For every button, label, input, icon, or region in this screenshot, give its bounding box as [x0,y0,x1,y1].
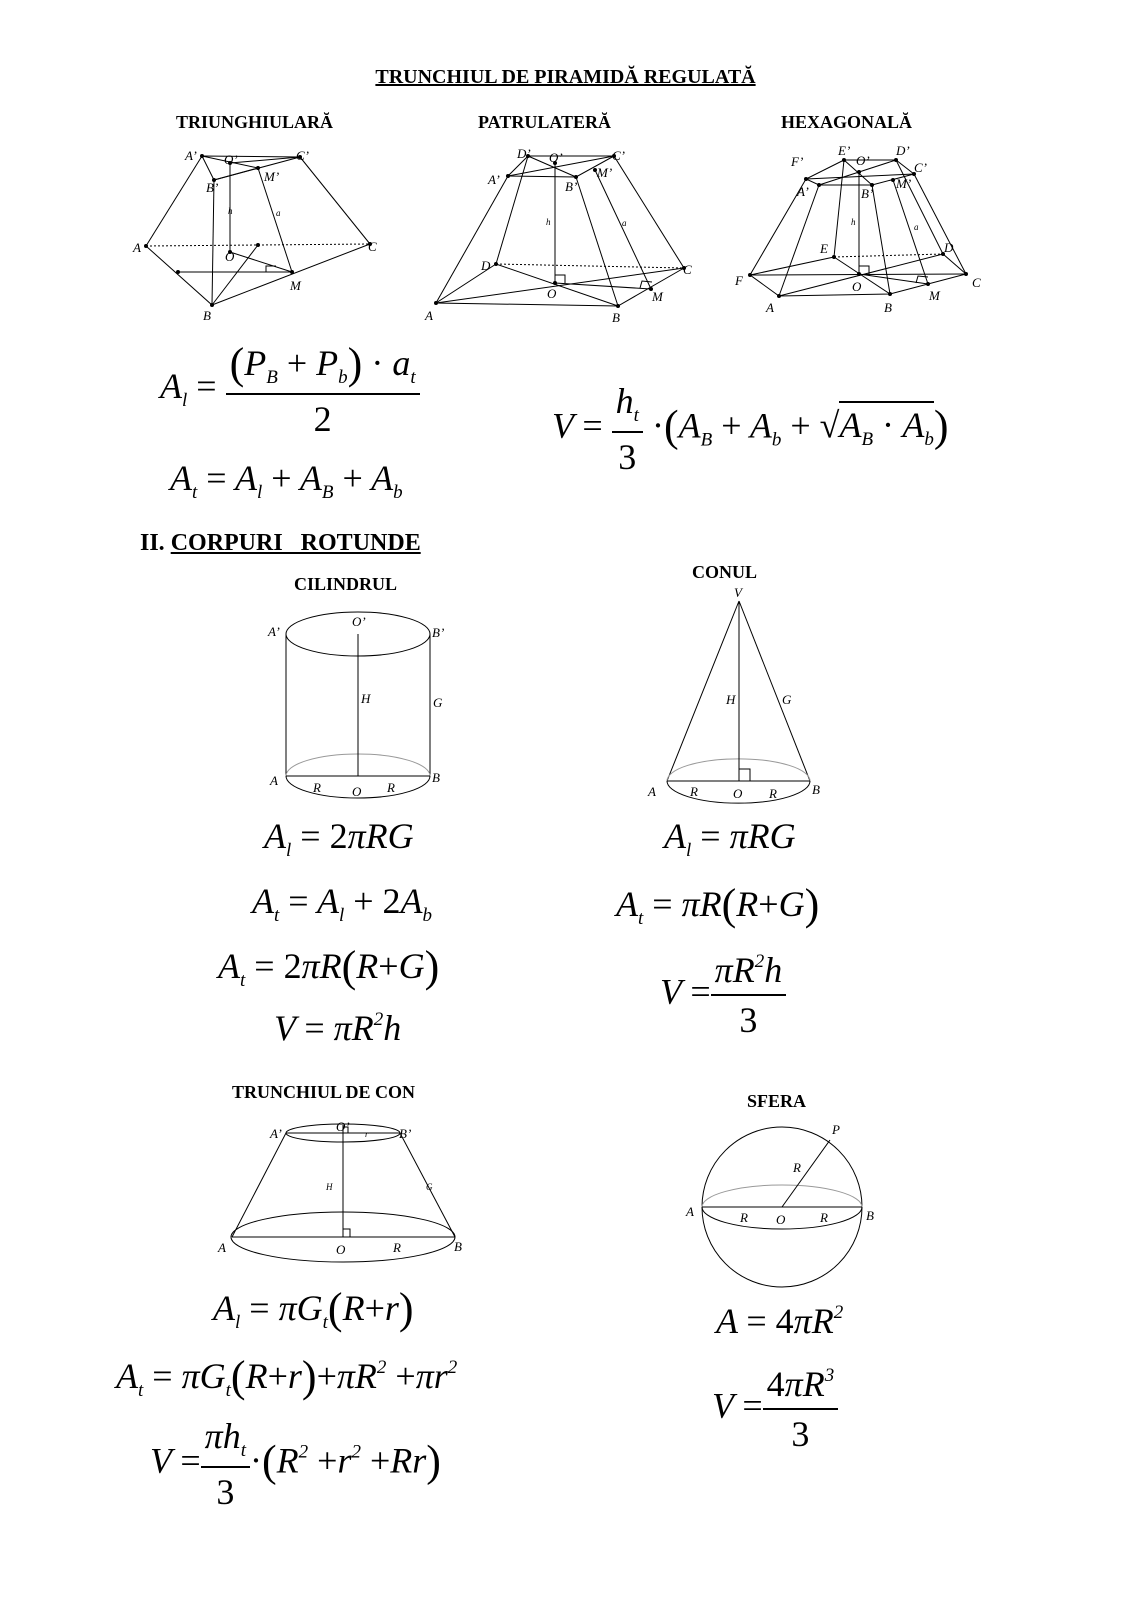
label-Cp: C’ [914,160,927,175]
formula-cylinder-total-2: $A_t = 2\pi R(R+G)$ [218,942,440,991]
label-Op: O’ [224,152,238,167]
formula-cylinder-volume: $V = \pi R^2h$ [274,1008,402,1048]
label-ht: h [546,217,551,227]
label-C: C [368,239,377,254]
heading-cone: CONUL [692,562,758,582]
label-Ap: A’ [488,172,500,187]
label-O: O [852,279,862,294]
label-B: B [866,1208,874,1223]
label-B: B [432,770,440,785]
label-A: A [686,1204,694,1219]
label-Dp: D’ [517,146,531,161]
formula-cylinder-lateral: $A_l = 2\pi RG$ [264,816,414,861]
label-A: A [133,240,141,255]
label-at: a [276,208,281,218]
heading-cylinder: CILINDRUL [294,574,398,594]
label-R: R [820,1210,828,1225]
label-H: H [361,691,371,706]
label-Ep: E’ [838,143,851,158]
label-ht: h [228,206,233,216]
label-R: R [387,780,395,795]
label-O: O [336,1242,346,1257]
label-M: M [290,278,301,293]
label-Mp: M’ [896,176,912,191]
label-O: O [733,786,743,801]
label-Ap: A’ [270,1126,282,1141]
label-O: O [776,1212,786,1227]
label-C: C [683,262,692,277]
label-B: B [812,782,820,797]
label-Fp: F’ [791,154,804,169]
formula-cone-lateral: $A_l = \pi RG$ [664,816,796,861]
label-Op: O’ [856,153,870,168]
formula-frustum-lateral: $A_l = \pi G_t(R+r)$ [213,1284,414,1333]
label-Bp: B’ [399,1126,412,1141]
label-Cp: C’ [612,148,625,163]
label-M: M [652,289,663,304]
heading-triangular: TRIUNGHIULARĂ [176,112,334,132]
label-A: A [425,308,433,323]
label-D: D [481,258,491,273]
label-at: a [914,222,919,232]
label-A: A [648,784,656,799]
label-V: V [734,585,742,600]
section-title: CORPURI ROTUNDE [170,530,421,556]
formula-cylinder-total-1: $A_t = A_l + 2A_b$ [252,881,433,926]
formula-frustum-total: $A_t = \pi G_t(R+r)+\pi R^2 +\pi r^2$ [116,1352,458,1401]
formula-volume-frustum: V = $\frac{h_t}{3}$ $\cdot(A_B + A_b + √A_B \cdot A_b)$ [552,381,949,477]
label-D: D [944,240,954,255]
section-heading [140,530,421,557]
formula-cone-total: $A_t = \pi R(R+G)$ [616,880,820,929]
formula-sphere-area: $A = 4\pi R^2$ [716,1301,844,1341]
label-A: A [270,773,278,788]
label-B: B [612,310,620,325]
label-O: O [352,784,362,799]
label-ht: h [851,217,856,227]
label-O: O [225,249,235,264]
label-B: B [454,1239,462,1254]
label-H: H [726,692,736,707]
label-Op: O’ [336,1119,350,1134]
page-title: TRUNCHIUL DE PIRAMIDĂ REGULATĂ [375,66,756,88]
label-Ap: A’ [185,148,197,163]
label-G: G [433,695,443,710]
label-R: R [740,1210,748,1225]
label-Gt: G [426,1182,433,1192]
label-E: E [820,241,828,256]
label-Ap: A’ [268,624,280,639]
label-Ht: H [326,1182,333,1192]
label-P: P [832,1122,840,1137]
label-O: O [547,286,557,301]
label-Bp: B’ [206,180,219,195]
label-Cp: C’ [296,148,309,163]
section-roman: II. [140,530,165,556]
label-r: r [365,1129,369,1139]
label-Op: O’ [352,614,366,629]
heading-quadrilateral: PATRULATERĂ [478,112,612,132]
label-Ap: A’ [797,184,809,199]
label-Bp: B’ [432,625,445,640]
label-R: R [769,786,777,801]
label-R: R [690,784,698,799]
label-A: A [766,300,774,315]
heading-hexagonal: HEXAGONALĂ [781,112,913,132]
label-G: G [782,692,792,707]
formula-frustum-volume: V = $\frac{\pi h_t}{3}$ $\cdot(R^2 +r^2 +Rr)$ [150,1416,441,1512]
formula-sphere-volume: V = $\frac{4\pi R^3}{3}$ [712,1366,838,1452]
label-Mp: M’ [264,169,280,184]
label-R: R [393,1240,401,1255]
label-Op: O’ [549,150,563,165]
formula-lateral-area-frustum: $A_l$ = $\frac{(P_B + P_b) \cdot a_t}{2}$ [160,342,420,437]
label-Dp: D’ [896,143,910,158]
label-F: F [735,273,743,288]
label-Mp: M’ [597,165,613,180]
label-B: B [203,308,211,323]
label-B: B [884,300,892,315]
label-R: R [313,780,321,795]
label-Bp: B’ [861,186,874,201]
heading-sphere: SFERA [747,1091,807,1111]
heading-cone-frustum: TRUNCHIUL DE CON [232,1082,416,1102]
label-at: a [622,218,627,228]
label-Bp: B’ [565,179,578,194]
label-R: R [793,1160,801,1175]
label-A: A [218,1240,226,1255]
label-C: C [972,275,981,290]
formula-total-area-frustum: $A_t = A_l + A_B + A_b$ [170,458,403,503]
label-M: M [929,288,940,303]
formula-cone-volume: V = $\frac{\pi R^2h}{3}$ [660,952,786,1038]
